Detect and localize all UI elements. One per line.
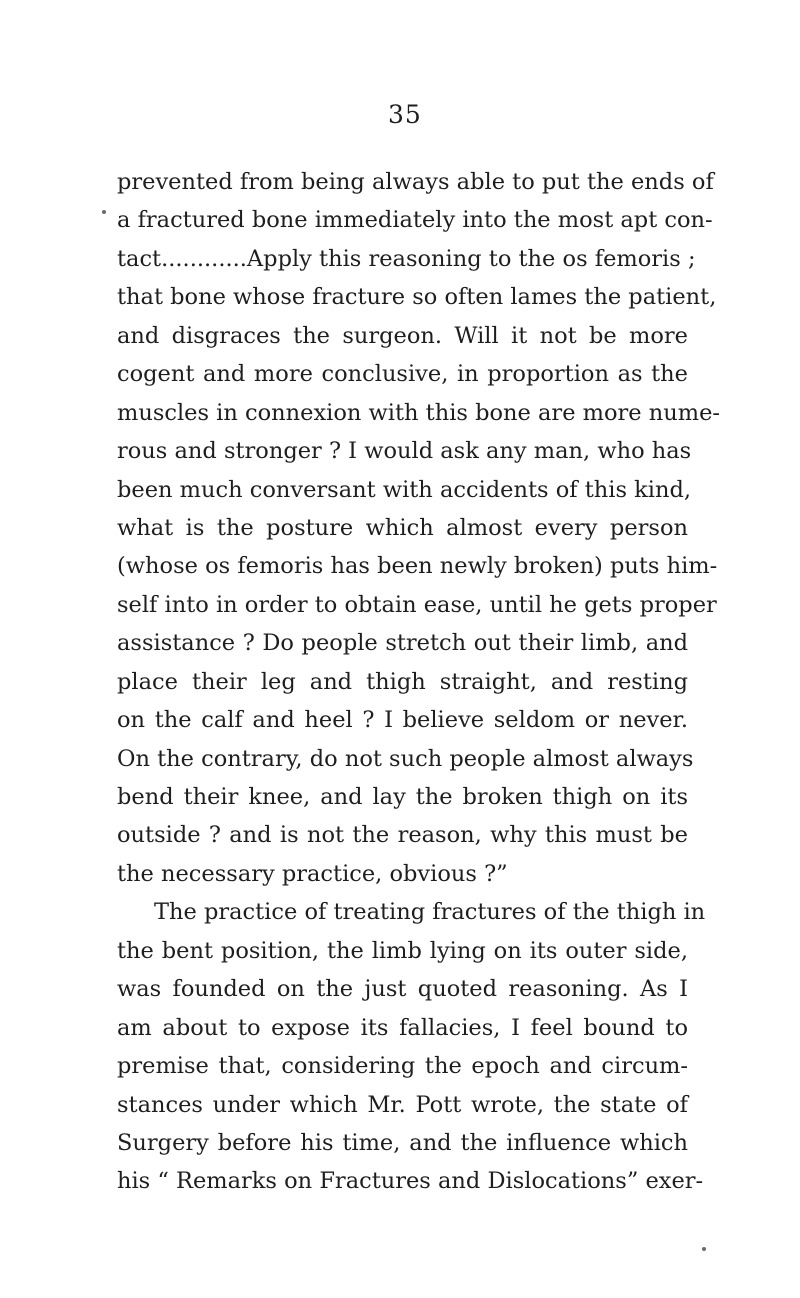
- text-line: Surgery before his time, and the influence which: [117, 1129, 688, 1156]
- text-line: cogent and more conclusive, in proportion as the: [117, 361, 688, 388]
- text-line: what is the posture which almost every person: [117, 514, 688, 541]
- text-line: his “ Remarks on Fractures and Dislocations” exer-: [117, 1168, 704, 1195]
- text-line: the necessary practice, obvious ?”: [117, 860, 508, 887]
- body-text: [117, 163, 720, 1201]
- text-line: prevented from being always able to put the ends of: [117, 169, 714, 195]
- text-line: on the calf and heel ? I believe seldom or never.: [117, 707, 688, 734]
- text-line: the bent position, the limb lying on its outer side,: [117, 937, 688, 964]
- page-number: 35: [388, 100, 422, 129]
- text-line: place their leg and thigh straight, and resting: [117, 668, 688, 695]
- text-line: premise that, considering the epoch and circum-: [117, 1053, 688, 1080]
- text-line: that bone whose fracture so often lames the patient,: [117, 284, 717, 311]
- paragraph-start-line: The practice of treating fractures of the thigh in: [154, 899, 706, 926]
- text-line: tact............Apply this reasoning to the os femoris ;: [117, 245, 696, 272]
- text-line: been much conversant with accidents of this kind,: [117, 476, 692, 503]
- text-line: bend their knee, and lay the broken thigh on its: [117, 784, 688, 810]
- text-line: On the contrary, do not such people almost always: [117, 745, 694, 772]
- scan-speck: [102, 210, 106, 214]
- text-line: am about to expose its fallacies, I feel bound to: [117, 1014, 688, 1041]
- text-line: a fractured bone immediately into the most apt con-: [117, 207, 713, 234]
- text-line: and disgraces the surgeon. Will it not be more: [117, 322, 688, 349]
- text-line: was founded on the just quoted reasoning. As I: [117, 976, 688, 1003]
- text-line: rous and stronger ? I would ask any man, who has: [117, 438, 692, 465]
- text-line: self into in order to obtain ease, until he gets proper: [117, 591, 717, 618]
- text-line: muscles in connexion with this bone are more nume-: [117, 399, 720, 426]
- text-line: (whose os femoris has been newly broken) puts him-: [117, 553, 718, 580]
- text-line: stances under which Mr. Pott wrote, the state of: [117, 1091, 688, 1118]
- text-line: outside ? and is not the reason, why this must be: [117, 822, 688, 849]
- text-line: assistance ? Do people stretch out their limb, and: [117, 630, 688, 657]
- scan-speck: [702, 1247, 706, 1251]
